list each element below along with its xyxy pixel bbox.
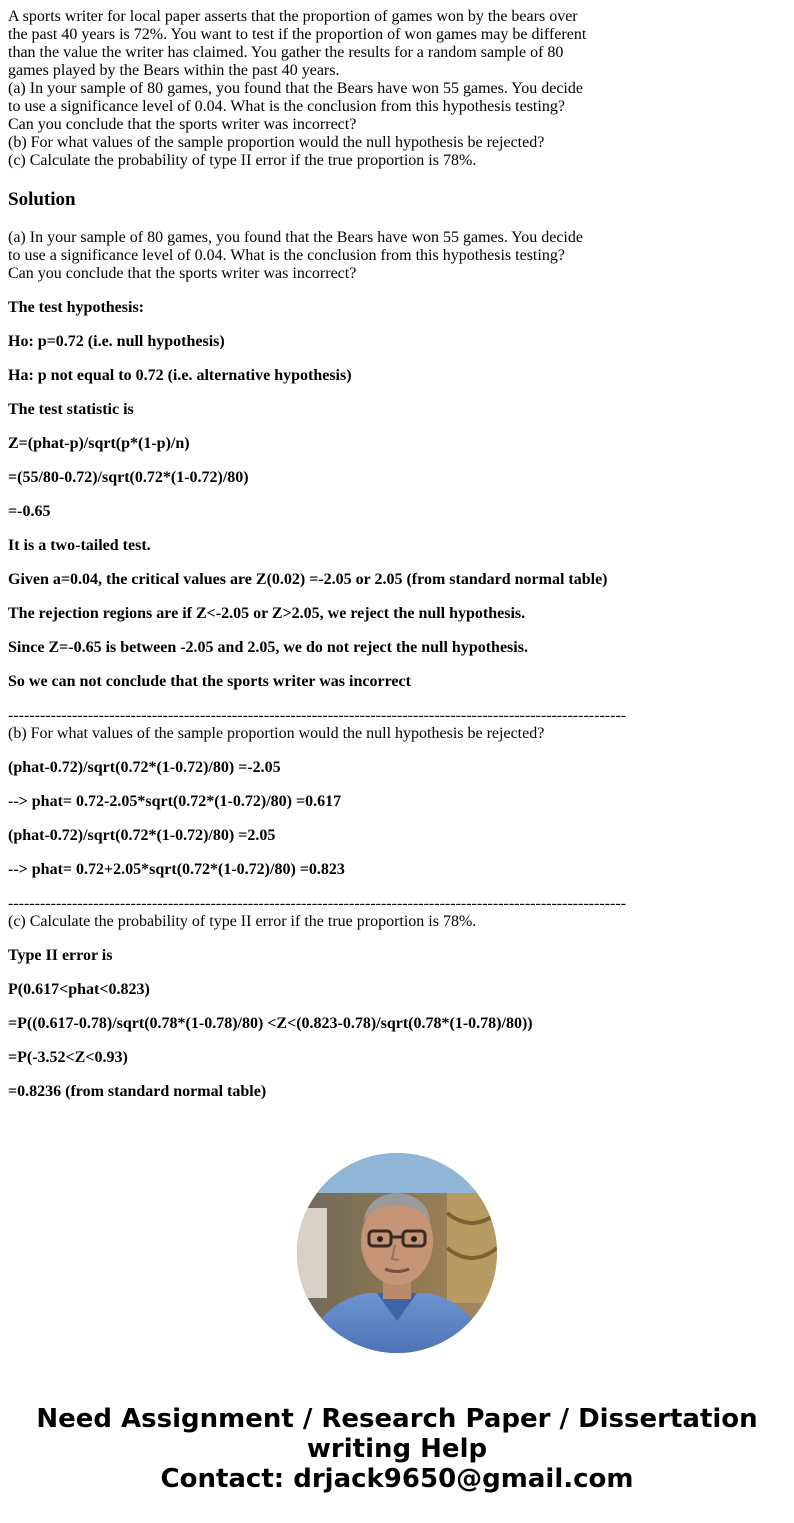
question-part-a-line: to use a significance level of 0.04. What is the conclusion from this hypothesis testing? bbox=[8, 98, 565, 115]
question-intro-line: than the value the writer has claimed. You gather the results for a random sample of 80 bbox=[8, 44, 564, 61]
question-part-a bbox=[8, 80, 648, 134]
solution-step: So we can not conclude that the sports writer was incorrect bbox=[8, 673, 411, 690]
solution-step: Given a=0.04, the critical values are Z(0.02) =-2.05 or 2.05 (from standard normal table) bbox=[8, 571, 608, 588]
solution-part-a-line: to use a significance level of 0.04. What is the conclusion from this hypothesis testing? bbox=[8, 247, 565, 264]
question-part-a-line: (a) In your sample of 80 games, you found that the Bears have won 55 games. You decide bbox=[8, 80, 583, 97]
question-intro bbox=[8, 8, 648, 80]
solution-step: --> phat= 0.72-2.05*sqrt(0.72*(1-0.72)/80) =0.617 bbox=[8, 793, 342, 810]
solution-step: The rejection regions are if Z<-2.05 or Z>2.05, we reject the null hypothesis. bbox=[8, 605, 526, 622]
solution-step: Since Z=-0.65 is between -2.05 and 2.05, we do not reject the null hypothesis. bbox=[8, 639, 528, 656]
question-intro-line: A sports writer for local paper asserts that the proportion of games won by the bears over bbox=[8, 8, 578, 25]
solution-heading: Solution bbox=[8, 189, 76, 210]
section-divider: -------------------------------------------------------------------------------------------------------------------- bbox=[8, 895, 627, 912]
author-portrait-image bbox=[297, 1153, 497, 1353]
solution-step: Ha: p not equal to 0.72 (i.e. alternative hypothesis) bbox=[8, 367, 352, 384]
solution-step: =0.8236 (from standard normal table) bbox=[8, 1083, 267, 1100]
solution-step: The test hypothesis: bbox=[8, 299, 145, 316]
solution-part-c-question: (c) Calculate the probability of type II error if the true proportion is 78%. bbox=[8, 913, 477, 930]
solution-part-c-steps bbox=[8, 947, 648, 1101]
solution-step: =(55/80-0.72)/sqrt(0.72*(1-0.72)/80) bbox=[8, 469, 249, 486]
solution-part-a-line: Can you conclude that the sports writer was incorrect? bbox=[8, 265, 357, 282]
solution-part-a-steps bbox=[8, 299, 648, 691]
solution-step: Ho: p=0.72 (i.e. null hypothesis) bbox=[8, 333, 225, 350]
author-avatar bbox=[297, 1153, 497, 1353]
footer-line: Need Assignment / Research Paper / Dissertation bbox=[36, 1404, 758, 1434]
solution-step: =-0.65 bbox=[8, 503, 51, 520]
solution-part-b-steps bbox=[8, 759, 648, 879]
solution-step: (phat-0.72)/sqrt(0.72*(1-0.72)/80) =2.05 bbox=[8, 827, 276, 844]
solution-step: It is a two-tailed test. bbox=[8, 537, 151, 554]
question-part-c: (c) Calculate the probability of type II error if the true proportion is 78%. bbox=[8, 152, 477, 169]
question-part-b: (b) For what values of the sample proportion would the null hypothesis be rejected? bbox=[8, 134, 545, 151]
solution-step: Type II error is bbox=[8, 947, 113, 964]
solution-step: =P((0.617-0.78)/sqrt(0.78*(1-0.78)/80) <Z<(0.823-0.78)/sqrt(0.78*(1-0.78)/80)) bbox=[8, 1015, 533, 1032]
solution-step: (phat-0.72)/sqrt(0.72*(1-0.72)/80) =-2.05 bbox=[8, 759, 281, 776]
solution-part-a-question bbox=[8, 229, 648, 283]
document-body bbox=[8, 8, 648, 1117]
solution-part-a-line: (a) In your sample of 80 games, you found that the Bears have won 55 games. You decide bbox=[8, 229, 583, 246]
question-part-a-line: Can you conclude that the sports writer was incorrect? bbox=[8, 116, 357, 133]
footer-contact-line: Contact: drjack9650@gmail.com bbox=[160, 1464, 634, 1494]
solution-step: The test statistic is bbox=[8, 401, 134, 418]
question-intro-line: the past 40 years is 72%. You want to test if the proportion of won games may be different bbox=[8, 26, 587, 43]
footer-line: writing Help bbox=[306, 1434, 488, 1464]
solution-step: Z=(phat-p)/sqrt(p*(1-p)/n) bbox=[8, 435, 190, 452]
section-divider: -------------------------------------------------------------------------------------------------------------------- bbox=[8, 707, 627, 724]
solution-step: P(0.617<phat<0.823) bbox=[8, 981, 150, 998]
footer-contact-banner bbox=[0, 1404, 794, 1494]
solution-step: --> phat= 0.72+2.05*sqrt(0.72*(1-0.72)/80) =0.823 bbox=[8, 861, 345, 878]
question-intro-line: games played by the Bears within the past 40 years. bbox=[8, 62, 340, 79]
solution-part-b-question: (b) For what values of the sample proportion would the null hypothesis be rejected? bbox=[8, 725, 545, 742]
solution-step: =P(-3.52<Z<0.93) bbox=[8, 1049, 128, 1066]
